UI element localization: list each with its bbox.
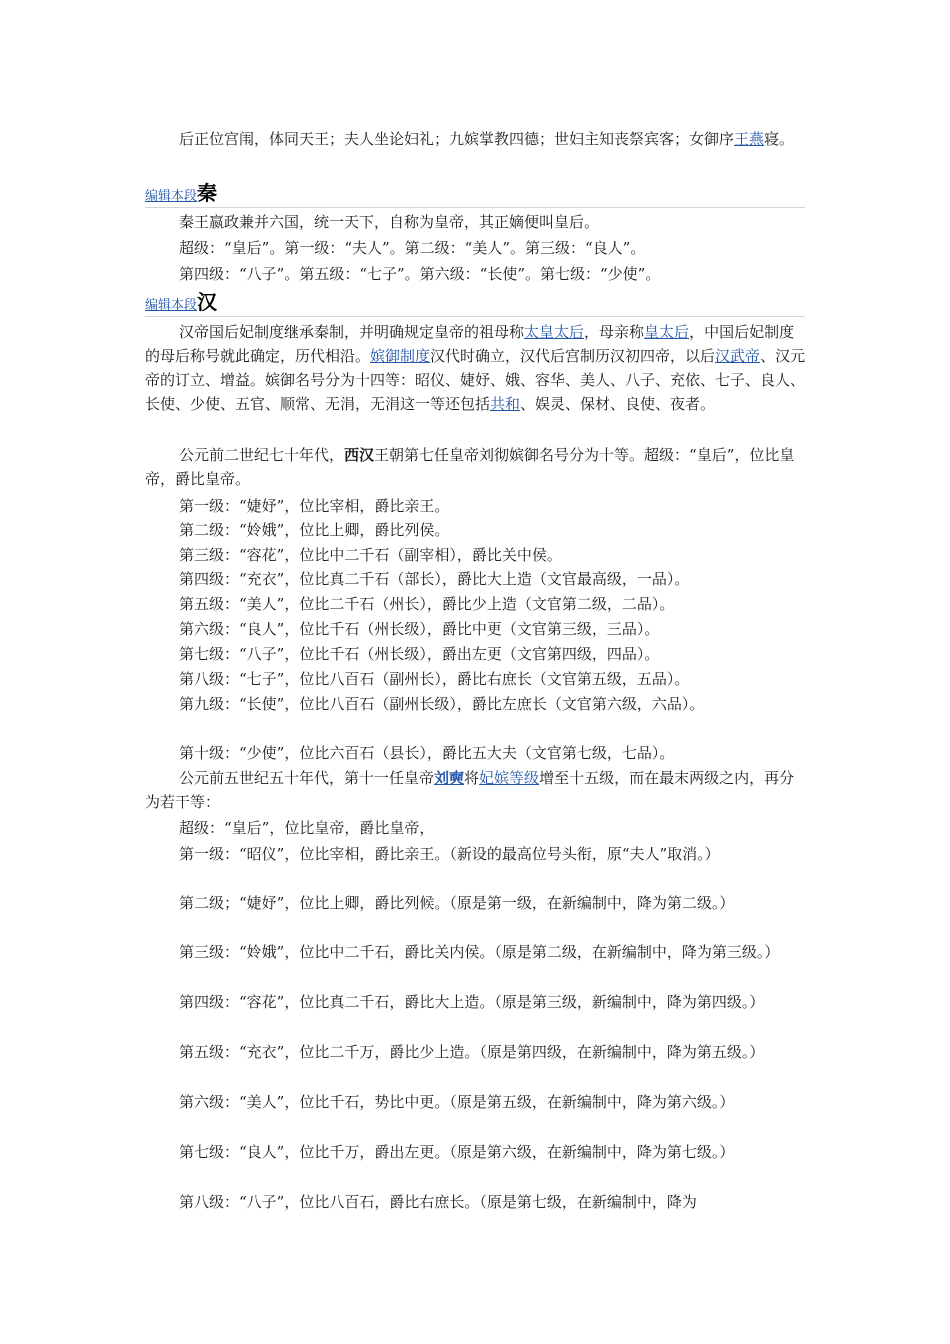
rank-paragraph: 第五级：“充衣”，位比二千万，爵比少上造。（原是第四级，在新编制中，降为第五级。） [179, 1043, 765, 1061]
intro-text-end: 寝。 [764, 130, 795, 148]
rank-line: 第三级：“容花”，位比中二千石（副宰相），爵比关中侯。 [179, 546, 562, 564]
super-rank-line: 超级：“皇后”，位比皇帝，爵比皇帝， [179, 819, 435, 837]
section-title-han: 汉 [197, 290, 218, 314]
rank-line: 第六级：“良人”，位比千石（州长级），爵比中更（文官第三级，三品）。 [179, 620, 660, 638]
xihan-bold: 西汉 [344, 446, 375, 464]
rank-paragraph: 第四级：“容花”，位比真二千石，爵比大上造。（原是第三级，新编制中，降为第四级。） [179, 993, 765, 1011]
rank-paragraph: 第八级：“八子”，位比八百石，爵比右庶长。（原是第七级，在新编制中，降为 [179, 1193, 697, 1211]
huangtaihou-link[interactable]: 皇太后 [644, 323, 690, 341]
rank-line: 第五级：“美人”，位比二千石（州长），爵比少上造（文官第二级，二品）。 [179, 595, 675, 613]
pinyu-zhidu-link[interactable]: 嫔御制度 [370, 347, 431, 365]
liushi-link[interactable]: 刘奭 [434, 769, 465, 787]
taihuangtaihou-link[interactable]: 太皇太后 [524, 323, 585, 341]
edit-section-link-qin[interactable]: 编辑本段 [145, 189, 198, 204]
han-p3-text: 增至十五级，而在最末两级之内，再分为若干等： [145, 769, 795, 811]
han-paragraph-2 [145, 443, 807, 491]
section-divider [145, 207, 805, 208]
han-p2-text: 王朝第七任皇帝刘彻嫔御名号分为十等。超级：“皇后”，位比皇帝，爵比皇帝。 [145, 446, 795, 488]
han-p2-text: 公元前二世纪七十年代， [179, 446, 345, 464]
rank-paragraph: 第二级；“婕妤”，位比上卿，爵比列候。（原是第一级，在新编制中，降为第二级。） [179, 894, 735, 912]
qin-line-3: 第四级：“八子”。第五级：“七子”。第六级：“长使”。第七级：“少使”。 [179, 265, 661, 283]
section-title-qin: 秦 [197, 181, 218, 205]
gonghe-link[interactable]: 共和 [490, 395, 521, 413]
rank-line: 第十级：“少使”，位比六百石（县长），爵比五大夫（文官第七级，七品）。 [179, 744, 675, 762]
rank-line: 第四级：“充衣”，位比真二千石（部长），爵比大上造（文官最高级，一品）。 [179, 570, 690, 588]
rank-paragraph: 第七级：“良人”，位比千万，爵出左更。（原是第六级，在新编制中，降为第七级。） [179, 1143, 735, 1161]
edit-section-link-han[interactable]: 编辑本段 [145, 298, 198, 313]
rank-line: 第二级：“姈娥”，位比上卿，爵比列侯。 [179, 521, 450, 539]
rank-paragraph: 第六级：“美人”，位比千石，势比中更。（原是第五级，在新编制中，降为第六级。） [179, 1093, 735, 1111]
han-p3-text: 将 [464, 769, 480, 787]
han-paragraph-3 [145, 766, 807, 814]
han-p1-text: 、娱灵、保材、良使、夜者。 [520, 395, 716, 413]
han-p1-text: ，中国后妃制度的母后称号就此确定，历代相沿。 [145, 323, 795, 365]
han-p3-text: 公元前五世纪五十年代，第十一任皇帝 [179, 769, 435, 787]
section-header-han [145, 286, 217, 315]
section-header-qin [145, 177, 217, 206]
rank-line: 第九级：“长使”，位比八百石（副州长级），爵比左庶长（文官第六级，六品）。 [179, 695, 705, 713]
han-p1-text: 、汉元帝的订立、增益。嫔御名号分为十四等：昭仪、婕妤、娥、容华、美人、八子、充依、七子、良人、长使、少使、五官、顺常、无涓，无涓这一等还包括 [145, 347, 806, 413]
rank-line: 第七级：“八子”，位比千石（州长级），爵出左更（文官第四级，四品）。 [179, 645, 660, 663]
feipin-dengji-link[interactable]: 妃嫔等级 [479, 769, 540, 787]
rank-paragraph: 第一级：“昭仪”，位比宰相，爵比亲王。（新设的最高位号头衔，原“夫人”取消。） [179, 845, 720, 863]
rank-line: 第八级：“七子”，位比八百石（副州长），爵比右庶长（文官第五级，五品）。 [179, 670, 690, 688]
qin-line-1: 秦王嬴政兼并六国，统一天下，自称为皇帝，其正嫡便叫皇后。 [179, 213, 600, 231]
intro-text: 后正位宫闱，体同天王；夫人坐论妇礼；九嫔掌教四德；世妇主知丧祭宾客；女御序 [179, 130, 735, 148]
rank-paragraph: 第三级：“姈娥”，位比中二千石，爵比关内侯。（原是第二级，在新编制中，降为第三级。） [179, 943, 780, 961]
wangyan-link[interactable]: 王燕 [734, 130, 765, 148]
rank-line: 第一级：“婕妤”，位比宰相，爵比亲王。 [179, 497, 450, 515]
han-paragraph-1 [145, 320, 807, 416]
han-p1-text: 汉代时确立，汉代后宫制历汉初四帝，以后 [430, 347, 716, 365]
han-p1-text: ，母亲称 [584, 323, 645, 341]
intro-paragraph [145, 127, 807, 151]
qin-line-2: 超级：“皇后”。第一级：“夫人”。第二级：“美人”。第三级：“良人”。 [179, 239, 646, 257]
section-divider [145, 316, 805, 317]
han-p1-text: 汉帝国后妃制度继承秦制，并明确规定皇帝的祖母称 [179, 323, 525, 341]
hanwudi-link[interactable]: 汉武帝 [715, 347, 761, 365]
